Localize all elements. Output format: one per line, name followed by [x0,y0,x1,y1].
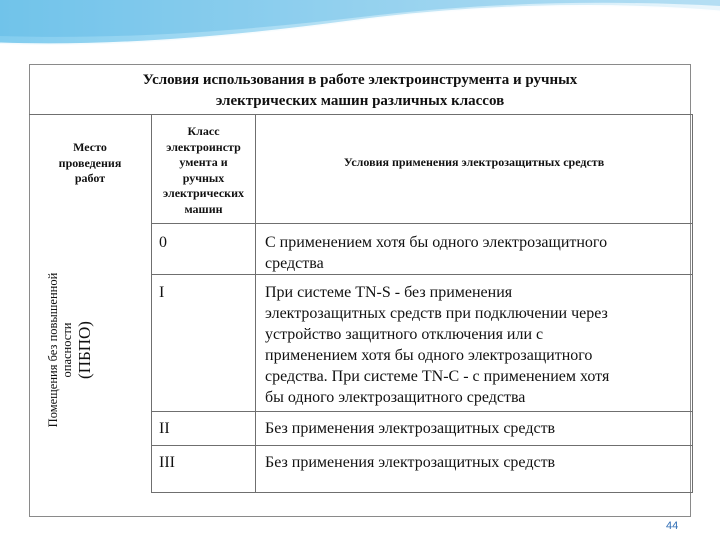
header-class: Класс электроинстр умента и ручных электрических машин [163,124,244,216]
table-title [29,70,691,112]
room-label-cell [31,240,111,460]
title-line-2: электрических машин различных классов [215,93,505,109]
row-class-1: I [159,284,165,301]
title-line-1: Условия использования в работе электроинструмента и ручных [142,72,578,88]
row-conditions-0: С применением хотя бы одного электрозащитного средства [265,234,608,272]
table-top-rule [29,114,693,115]
row-class-3: III [159,454,175,471]
col-divider-place [151,114,152,493]
row-0-bottom-rule [151,274,693,275]
header-wave-decoration [0,0,720,70]
row-2-bottom-rule [151,445,693,446]
row-class-2: II [159,420,170,437]
row-conditions-3: Без применения электрозащитных средств [265,454,556,471]
header-bottom-rule [151,223,693,224]
row-1-bottom-rule [151,411,693,412]
header-conditions: Условия применения электрозащитных средств [343,155,605,169]
table-right-rule [692,114,693,493]
table-bottom-rule [151,492,693,493]
row-conditions-2: Без применения электрозащитных средств [265,420,556,437]
row-conditions-1: При системе TN-S - без применения электрозащитных средств при подключении через устройство защитного отключения или с применением хотя бы одного электрозащитного средства. При системе TN-C - с применением хотя бы одного электрозащитного средства [265,284,610,406]
room-label: Помещения без повышенной опасности (ПБПО) [46,272,94,428]
header-place: Место проведения работ [58,140,122,185]
row-class-0: 0 [159,234,167,251]
col-divider-class [255,114,256,493]
page-number: 44 [666,520,679,532]
